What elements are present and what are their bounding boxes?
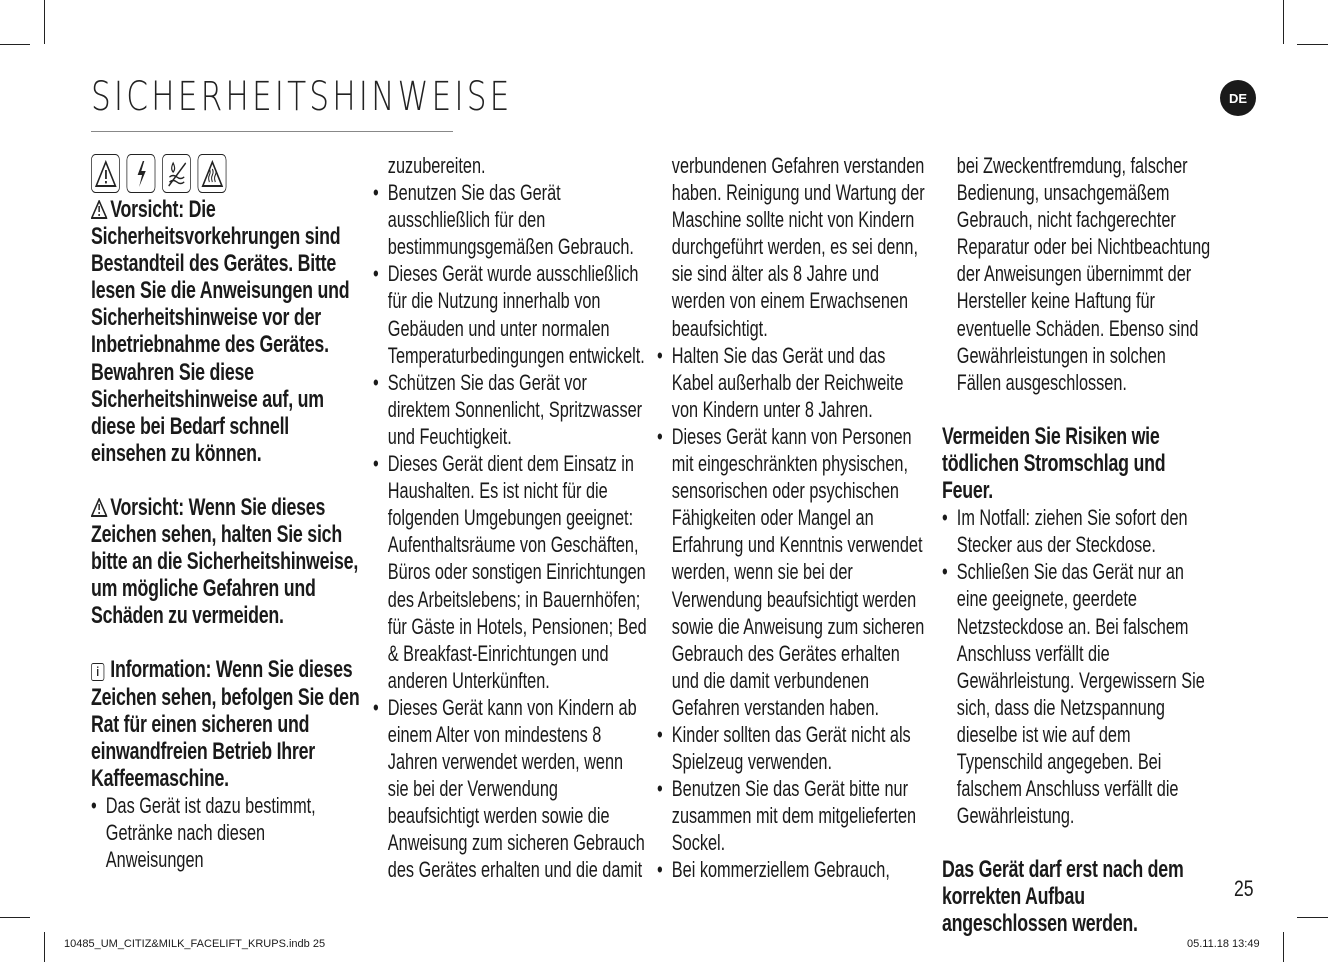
crop-mark [44, 0, 45, 44]
hot-surface-icon [198, 154, 227, 193]
column-4 [942, 152, 1308, 938]
caution-text: Vorsicht: Die Sicherheitsvorkehrungen sind Bestandteil des Gerätes. Bitte lesen Sie die Anweisungen und Sicherheitshinweise vor der Inbetriebnahme des Gerätes. Bewahren Sie diese Sicherheitshinweise auf, um diese bei Bedarf schnell einsehen zu können. [91, 196, 350, 467]
page-title: SICHERHEITSHINWEISE [91, 74, 513, 120]
continued-text: verbundenen Gefahren verstanden haben. Reinigung und Wartung der Maschine sollte nicht von Kindern durchgeführt werden, es sei denn, sie sind älter als 8 Jahre und werden von einem Erwachsenen beaufsichtigt. [671, 153, 925, 341]
bullet-list [91, 792, 363, 873]
bullet-list [942, 504, 1213, 829]
list-item: • Dieses Gerät kann von Personen mit eingeschränkten physischen, sensorischen oder psychischen Fähigkeiten oder Mangel an Erfahrung und Kenntnis verwendet werden, wenn sie bei der Verwendung beaufsichtigt werden sowie die Anweisung zum sicheren Gebrauch des Gerätes erhalten und die damit verbundenen Gefahren verstanden haben. [657, 423, 925, 720]
list-item: • Schützen Sie das Gerät vor direktem Sonnenlicht, Spritzwasser und Feuchtigkeit. [373, 369, 643, 449]
list-item-text: Dieses Gerät dient dem Einsatz in Haushalten. Es ist nicht für die folgenden Umgebungen geeignet: Aufenthaltsräume von Geschäften, Büros oder sonstigen Einrichtungen des Arbeitslebens; in Bauernhöfen; für Gäste in Hotels, Pensionen; Bed & Breakfast-Einrichtungen und anderen Unterkünften. [387, 451, 647, 693]
list-item: • Im Notfall: ziehen Sie sofort den Stecker aus der Steckdose. [942, 505, 1188, 558]
list-item: • Schließen Sie das Gerät nur an eine geeignete, geerdete Netzsteckdose an. Bei falschem Anschluss verfällt die Gewährleistung. Vergewissern Sie sich, dass die Netzspannung dieselbe ist wie auf dem Typenschild angegeben. Bei falschem Anschluss verfällt die Gewährleistung. [942, 559, 1205, 829]
crop-mark [44, 932, 45, 962]
info-paragraph [91, 656, 363, 791]
list-item-text: Dieses Gerät kann von Kindern ab einem Alter von mindestens 8 Jahren verwendet werden, wenn sie bei der Verwendung beaufsichtigt werden sowie die Anweisung zum sicheren Gebrauch des Gerätes erhalten und die damit [387, 694, 645, 883]
info-text: Information: Wenn Sie dieses Zeichen sehen, befolgen Sie den Rat für einen sicheren und einwandfreien Betrieb Ihrer Kaffeemaschine. [91, 656, 360, 792]
list-item: • Dieses Gerät wurde ausschließlich für die Nutzung innerhalb von Gebäuden und unter normalen Temperaturbedingungen entwickelt. [373, 261, 645, 368]
list-item-text: Dieses Gerät kann von Personen mit eingeschränkten physischen, sensorischen oder psychischen Fähigkeiten oder Mangel an Erfahrung und Kenntnis verwendet werden, wenn sie bei der Verwendung beaufsichtigt werden sowie die Anweisung zum sicheren Gebrauch des Gerätes erhalten und die damit verbundenen Gefahren verstanden haben. [671, 423, 925, 720]
list-item: • Kinder sollten das Gerät nicht als Spielzeug verwenden. [657, 721, 911, 775]
crop-mark [0, 44, 30, 45]
list-item-text: Benutzen Sie das Gerät bitte nur zusammen mit dem mitgelieferten Sockel. [671, 776, 917, 856]
list-item: • Das Gerät ist dazu bestimmt, Getränke nach diesen Anweisungen [91, 792, 316, 873]
crop-mark [1297, 44, 1328, 45]
continued-text: zuzubereiten. [387, 153, 486, 178]
caution-text: Vorsicht: Wenn Sie dieses Zeichen sehen, halten Sie sich bitte an die Sicherheitshinweise, um mögliche Gefahren und Schäden zu vermeiden. [91, 493, 359, 630]
list-item: • Dieses Gerät dient dem Einsatz in Haushalten. Es ist nicht für die folgenden Umgebungen geeignet: Aufenthaltsräume von Geschäften, Büros oder sonstigen Einrichtungen des Arbeitslebens; in Bauernhöfen; für Gäste in Hotels, Pensionen; Bed & Breakfast-Einrichtungen und anderen Unterkünften. [373, 451, 647, 693]
bullet-list [373, 179, 648, 883]
warning-icon [91, 154, 120, 193]
list-item-text: Bei kommerziellem Gebrauch, [671, 857, 890, 883]
section-heading: Vermeiden Sie Risiken wie tödlichen Stromschlag und Feuer. [942, 422, 1166, 505]
section-heading: Das Gerät darf erst nach dem korrekten Aufbau angeschlossen werden. [942, 856, 1184, 938]
no-water-icon [162, 154, 191, 193]
safety-icons-row [91, 154, 363, 194]
list-item-text: Schließen Sie das Gerät nur an eine geeignete, geerdete Netzsteckdose an. Bei falschem Anschluss verfällt die Gewährleistung. Vergewissern Sie sich, dass die Netzspannung dieselbe ist wie auf dem Typenschild angegeben. Bei falschem Anschluss verfällt die Gewährleistung. [956, 559, 1205, 829]
list-item: • Halten Sie das Gerät und das Kabel außerhalb der Reichweite von Kindern unter 8 Jahren. [657, 342, 904, 422]
crop-mark [1283, 0, 1284, 44]
list-item: • Benutzen Sie das Gerät bitte nur zusammen mit dem mitgelieferten Sockel. [657, 776, 917, 856]
language-badge: DE [1220, 80, 1256, 116]
list-item: • Benutzen Sie das Gerät ausschließlich für den bestimmungsgemäßen Gebrauch. [373, 180, 634, 260]
footer-file-info: 10485_UM_CITIZ&MILK_FACELIFT_KRUPS.indb 25 [64, 938, 326, 950]
list-item: • Bei kommerziellem Gebrauch, [657, 857, 890, 883]
bullet-list [657, 342, 931, 884]
caution-paragraph [91, 494, 363, 629]
page-number: 25 [1234, 876, 1254, 901]
list-item-text: Schützen Sie das Gerät vor direktem Sonnenlicht, Spritzwasser und Feuchtigkeit. [387, 369, 643, 449]
warning-icon [91, 498, 107, 517]
title-underline [91, 131, 453, 132]
list-item-text: Dieses Gerät wurde ausschließlich für die Nutzung innerhalb von Gebäuden und unter normalen Temperaturbedingungen entwickelt. [387, 261, 645, 368]
list-item-text: Im Notfall: ziehen Sie sofort den Stecker aus der Steckdose. [956, 505, 1188, 558]
electric-shock-icon [127, 154, 156, 193]
crop-mark [0, 917, 30, 918]
warning-icon [91, 200, 107, 219]
info-icon: i [91, 663, 104, 681]
list-item-text: Kinder sollten das Gerät nicht als Spielzeug verwenden. [671, 721, 911, 775]
list-item-text: Halten Sie das Gerät und das Kabel außerhalb der Reichweite von Kindern unter 8 Jahren. [671, 342, 904, 422]
continued-text: bei Zweckentfremdung, falscher Bedienung, unsachgemäßem Gebrauch, nicht fachgerechter Reparatur oder bei Nichtbeachtung der Anweisungen übernimmt der Hersteller keine Haftung für eventuelle Schäden. Ebenso sind Gewährleistungen in solchen Fällen ausgeschlossen. [956, 153, 1211, 395]
list-item-text: Das Gerät ist dazu bestimmt, Getränke nach diesen Anweisungen [105, 792, 316, 873]
list-item-text: Benutzen Sie das Gerät ausschließlich für den bestimmungsgemäßen Gebrauch. [387, 180, 634, 260]
footer-timestamp: 05.11.18 13:49 [1187, 938, 1260, 950]
caution-paragraph [91, 196, 363, 467]
list-item: • Dieses Gerät kann von Kindern ab einem Alter von mindestens 8 Jahren verwendet werden, wenn sie bei der Verwendung beaufsichtigt werden sowie die Anweisung zum sicheren Gebrauch des Gerätes erhalten und die damit [373, 694, 645, 883]
